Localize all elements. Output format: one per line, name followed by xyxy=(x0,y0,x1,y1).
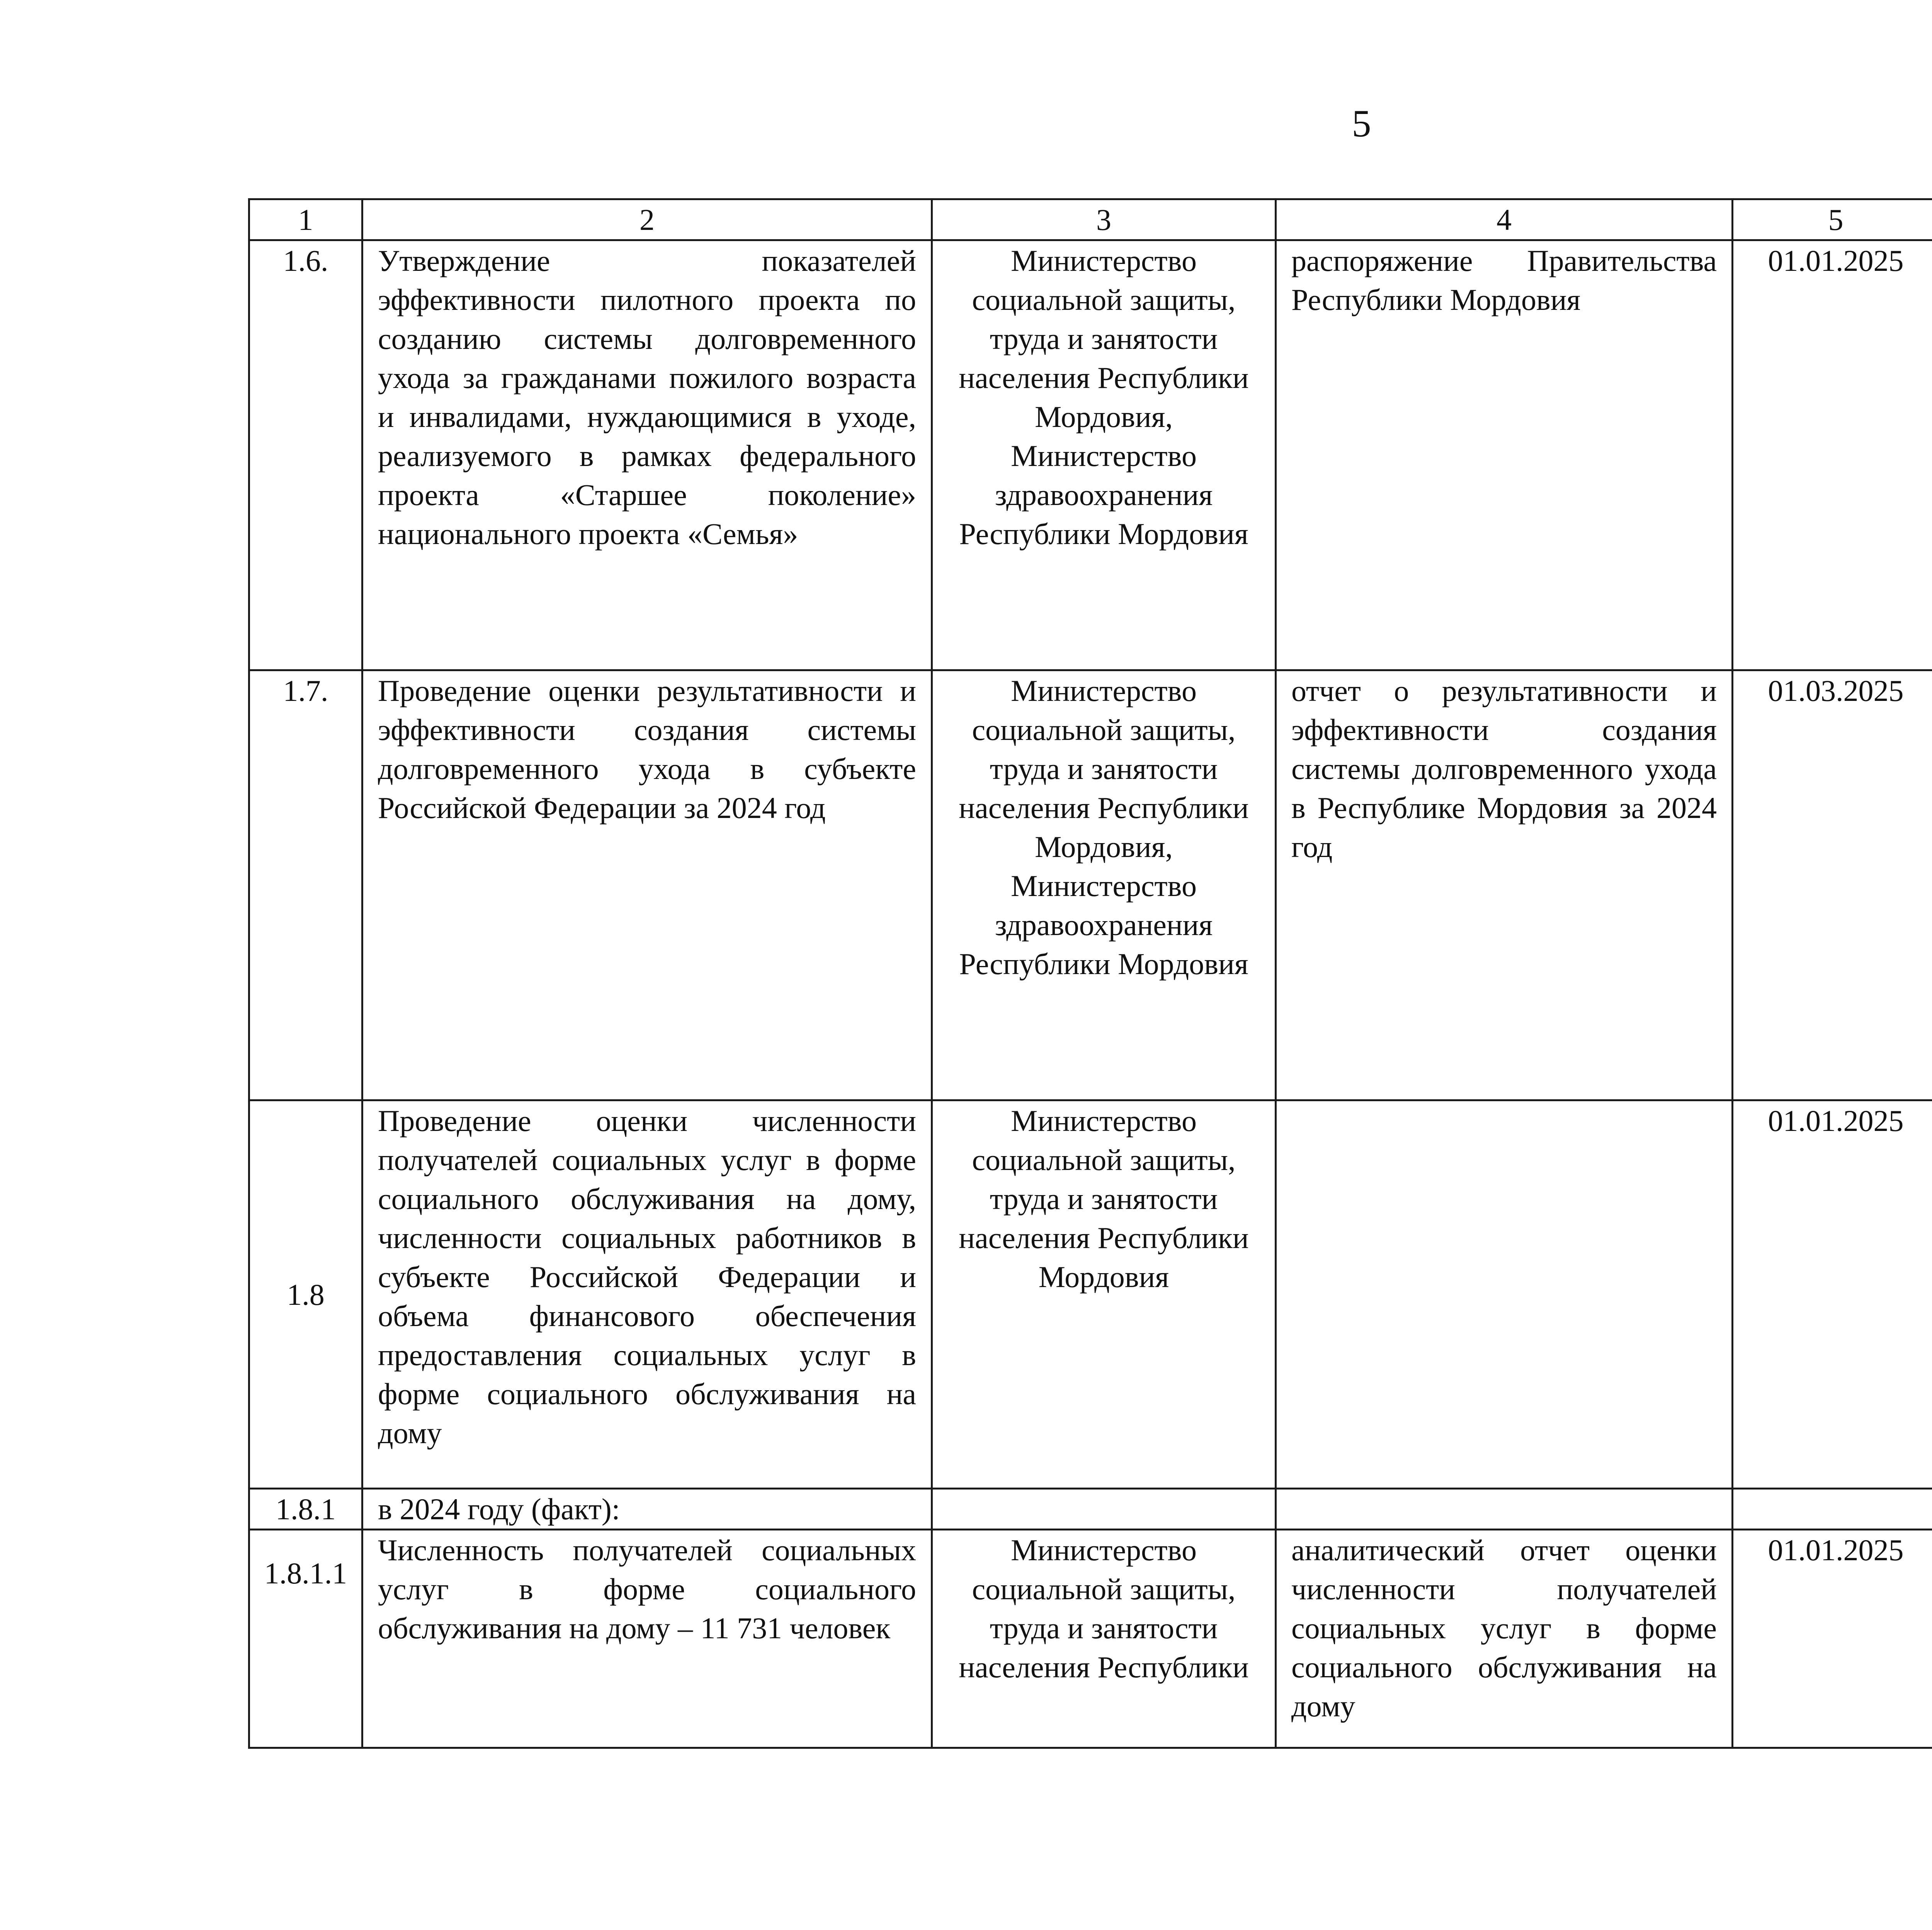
row-number: 1.8.1 xyxy=(249,1489,362,1530)
row-number: 1.7. xyxy=(249,670,362,1100)
row-event: в 2024 году (факт): xyxy=(362,1489,932,1530)
row-event: Проведение оценки результативности и эффективности создания системы долговременного ухода в субъекте Российской Федерации за 2024 год xyxy=(362,670,932,1100)
table-row xyxy=(249,1530,1932,1748)
header-col-3: 3 xyxy=(932,199,1276,240)
header-col-2: 2 xyxy=(362,199,932,240)
row-result: распоряжение Правительства Республики Мордовия xyxy=(1276,240,1733,670)
table-row xyxy=(249,240,1932,670)
row-event: Проведение оценки численности получателей социальных услуг в форме социального обслуживания на дому, численности социальных работников в субъекте Российской Федерации и объема финансового обеспечения предоставления социальных услуг в форме социального обслуживания на дому xyxy=(362,1100,932,1489)
page-number: 5 xyxy=(1352,102,1371,145)
row-event: Численность получателей социальных услуг в форме социального обслуживания на дому – 11 731 человек xyxy=(362,1530,932,1748)
row-number: 1.8.1.1 xyxy=(249,1530,362,1748)
row-start-date xyxy=(1733,1489,1932,1530)
row-result: аналитический отчет оценки численности получателей социальных услуг в форме социального обслуживания на дому xyxy=(1276,1530,1733,1748)
header-col-4: 4 xyxy=(1276,199,1733,240)
table-row xyxy=(249,1100,1932,1489)
plan-table xyxy=(248,198,1932,1749)
header-col-1: 1 xyxy=(249,199,362,240)
header-col-5: 5 xyxy=(1733,199,1932,240)
row-responsible: Министерство социальной защиты, труда и занятости населения Республики Мордовия, Министерство здравоохранения Республики Мордовия xyxy=(932,670,1276,1100)
row-responsible: Министерство социальной защиты, труда и занятости населения Республики xyxy=(932,1530,1276,1748)
header-row xyxy=(249,199,1932,240)
row-responsible xyxy=(932,1489,1276,1530)
row-result: отчет о результативности и эффективности создания системы долговременного ухода в Республике Мордовия за 2024 год xyxy=(1276,670,1733,1100)
row-result xyxy=(1276,1489,1733,1530)
row-responsible: Министерство социальной защиты, труда и занятости населения Республики Мордовия, Министерство здравоохранения Республики Мордовия xyxy=(932,240,1276,670)
row-result xyxy=(1276,1100,1733,1489)
table-row xyxy=(249,670,1932,1100)
table-row xyxy=(249,1489,1932,1530)
row-start-date: 01.03.2025 xyxy=(1733,670,1932,1100)
row-start-date: 01.01.2025 xyxy=(1733,240,1932,670)
row-start-date: 01.01.2025 xyxy=(1733,1530,1932,1748)
row-number: 1.6. xyxy=(249,240,362,670)
row-event: Утверждение показателей эффективности пилотного проекта по созданию системы долговременного ухода за гражданами пожилого возраста и инвалидами, нуждающимися в уходе, реализуемого в рамках федерального проекта «Старшее поколение» национального проекта «Семья» xyxy=(362,240,932,670)
row-number: 1.8 xyxy=(249,1100,362,1489)
row-responsible: Министерство социальной защиты, труда и занятости населения Республики Мордовия xyxy=(932,1100,1276,1489)
row-start-date: 01.01.2025 xyxy=(1733,1100,1932,1489)
